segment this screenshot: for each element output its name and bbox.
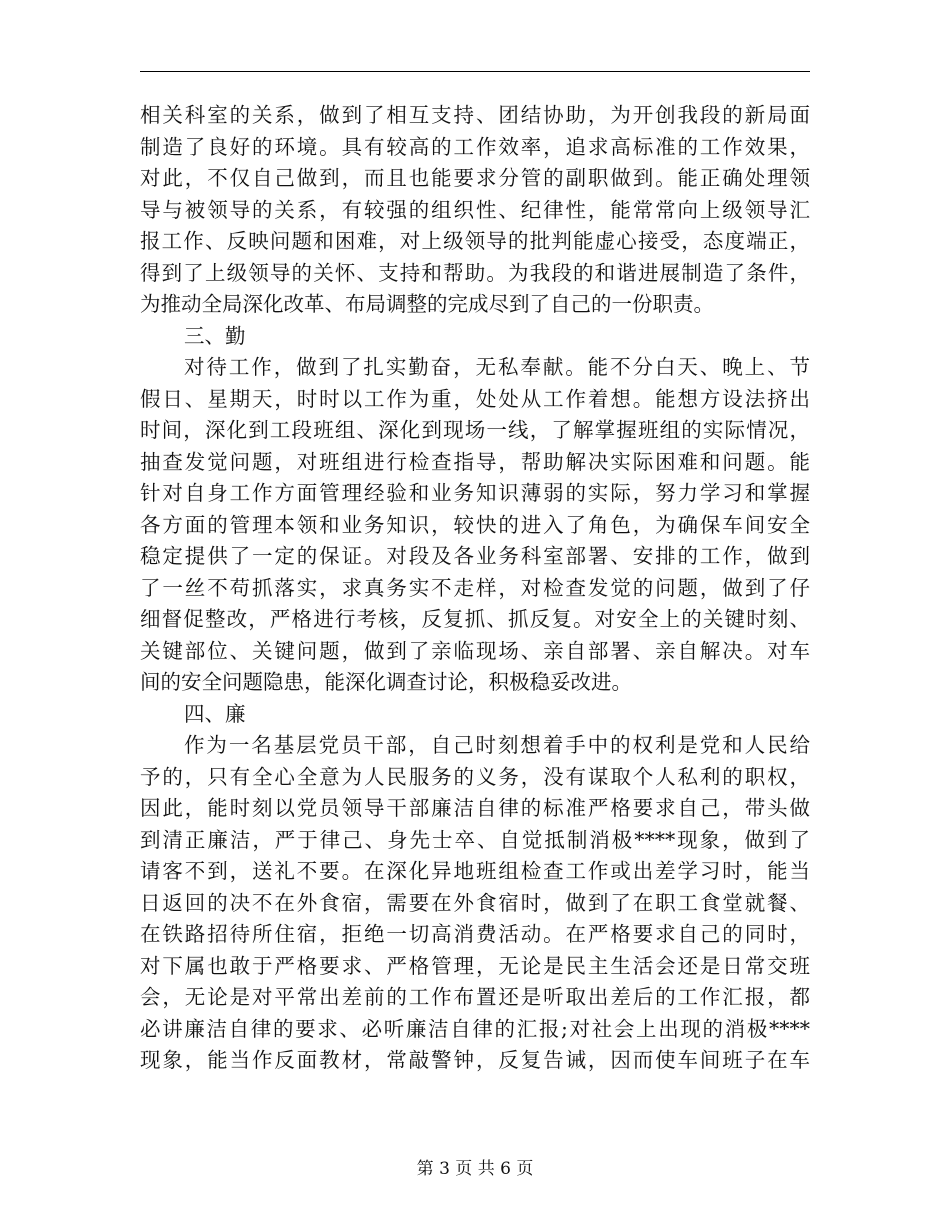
paragraph-line: 为推动全局深化改革、布局调整的完成尽到了自己的一份职责。: [140, 292, 714, 316]
section-heading: 三、勤: [184, 323, 246, 348]
paragraph-line: 抽查发觉问题，对班组进行检查指导，帮助解决实际困难和问题。能: [140, 449, 810, 474]
paragraph-line: 关键部位、关键问题，做到了亲临现场、亲自部署、亲自解决。对车: [140, 638, 810, 663]
paragraph-line: 在铁路招待所住宿，拒绝一切高消费活动。在严格要求自己的同时，: [140, 922, 810, 946]
header-rule: [140, 71, 810, 72]
page-number: 第 3 页 共 6 页: [416, 1159, 534, 1179]
paragraph-line: 间的安全问题隐患，能深化调查讨论，积极稳妥改进。: [140, 670, 632, 694]
paragraph-line: 日返回的决不在外食宿，需要在外食宿时，做到了在职工食堂就餐、: [140, 890, 810, 915]
paragraph-line: 了一丝不苟抓落实，求真务实不走样，对检查发觉的问题，做到了仔: [140, 575, 810, 600]
paragraph-line: 予的，只有全心全意为人民服务的义务，没有谋取个人私利的职权，: [140, 764, 810, 789]
paragraph-line: 会，无论是对平常出差前的工作布置还是听取出差后的工作汇报，都: [140, 985, 810, 1009]
paragraph-line: 现象，能当作反面教材，常敲警钟，反复告诫，因而使车间班子在车: [140, 1048, 810, 1072]
paragraph-line: 对此，不仅自己做到，而且也能要求分管的副职做到。能正确处理领: [140, 166, 810, 190]
paragraph-line: 假日、星期天，时时以工作为重，处处从工作着想。能想方设法挤出: [140, 386, 810, 411]
paragraph-line: 对待工作，做到了扎实勤奋，无私奉献。能不分白天、晚上、节: [184, 355, 810, 379]
paragraph-line: 得到了上级领导的关怀、支持和帮助。为我段的和谐进展制造了条件，: [140, 260, 810, 285]
paragraph-line: 必讲廉洁自律的要求、必听廉洁自律的汇报;对社会上出现的消极****: [140, 1016, 810, 1041]
paragraph-line: 到清正廉洁，严于律己、身先士卒、自觉抵制消极****现象，做到了: [140, 827, 810, 852]
paragraph-line: 作为一名基层党员干部，自己时刻想着手中的权利是党和人民给: [184, 733, 810, 757]
paragraph-line: 细督促整改，严格进行考核，反复抓、抓反复。对安全上的关键时刻、: [140, 607, 810, 631]
paragraph-line: 相关科室的关系，做到了相互支持、团结协助，为开创我段的新局面: [140, 103, 810, 127]
paragraph-line: 稳定提供了一定的保证。对段及各业务科室部署、安排的工作，做到: [140, 544, 810, 568]
section-heading: 四、廉: [184, 701, 246, 726]
paragraph-line: 针对自身工作方面管理经验和业务知识薄弱的实际，努力学习和掌握: [140, 481, 810, 505]
paragraph-line: 对下属也敢于严格要求、严格管理，无论是民主生活会还是日常交班: [140, 953, 810, 978]
paragraph-line: 各方面的管理本领和业务知识，较快的进入了角色，为确保车间安全: [140, 512, 810, 537]
paragraph-line: 导与被领导的关系，有较强的组织性、纪律性，能常常向上级领导汇: [140, 197, 810, 222]
paragraph-line: 制造了良好的环境。具有较高的工作效率，追求高标准的工作效果，: [140, 134, 810, 159]
document-body: [140, 100, 810, 1077]
paragraph-line: 报工作、反映问题和困难，对上级领导的批判能虚心接受，态度端正，: [140, 229, 810, 253]
paragraph-line: 请客不到，送礼不要。在深化异地班组检查工作或出差学习时，能当: [140, 859, 810, 883]
paragraph-line: 时间，深化到工段班组、深化到现场一线，了解掌握班组的实际情况，: [140, 418, 810, 442]
paragraph-line: 因此，能时刻以党员领导干部廉洁自律的标准严格要求自己，带头做: [140, 796, 810, 820]
page-footer: [0, 1154, 950, 1179]
